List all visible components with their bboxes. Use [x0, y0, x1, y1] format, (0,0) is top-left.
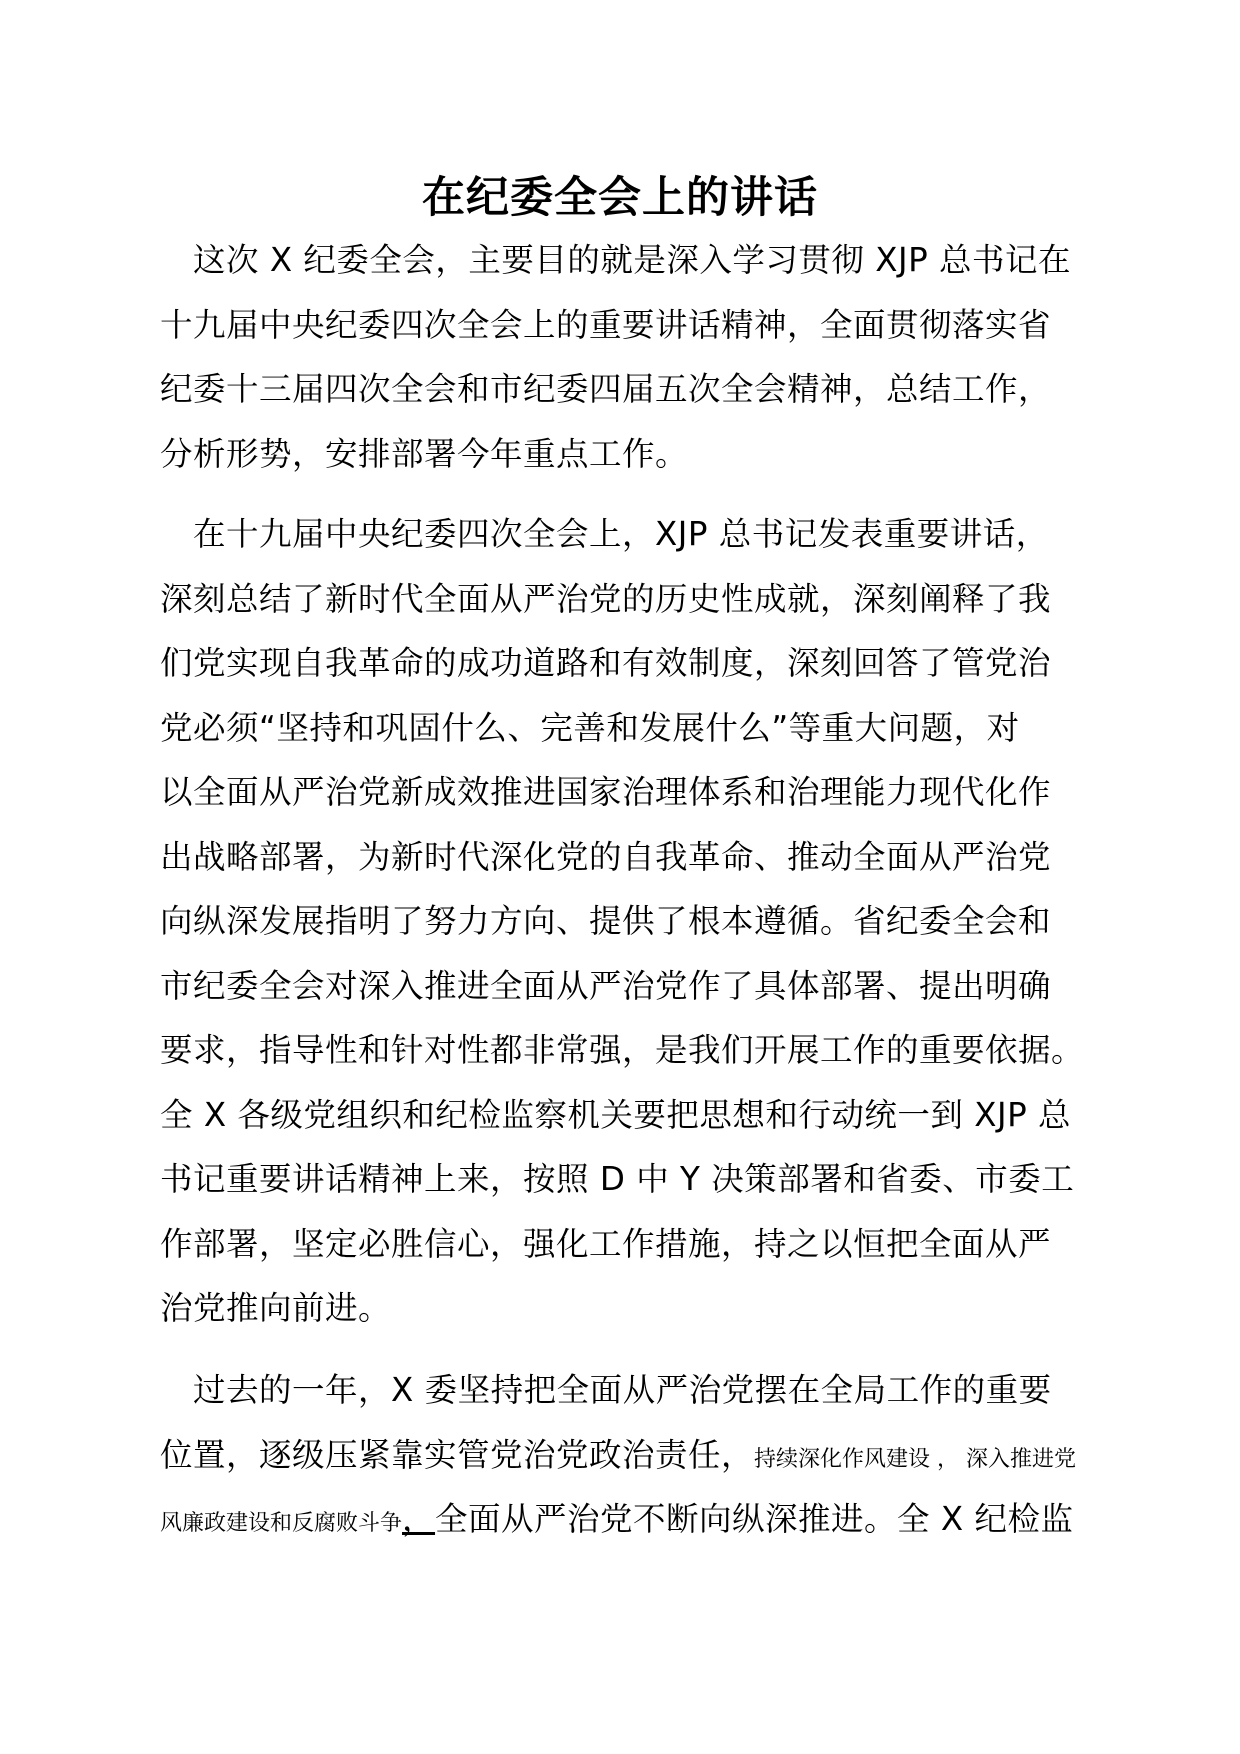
paragraph-past-year: [160, 1358, 1090, 1552]
paragraph-line: 十九届中央纪委四次全会上的重要讲话精神，全面贯彻落实省: [160, 305, 1052, 344]
paragraph-line: 向纵深发展指明了努力方向、提供了根本遵循。省纪委全会和: [160, 902, 1052, 940]
paragraph-line: 党必须“坚持和巩固什么、完善和发展什么”等重大问题，对: [160, 708, 1020, 747]
paragraph-line: 要求，指导性和针对性都非常强，是我们开展工作的重要依据。: [160, 1031, 1085, 1069]
paragraph-line: 市纪委全会对深入推进全面从严治党作了具体部署、提出明确: [160, 966, 1052, 1005]
paragraph-line: 深刻总结了新时代全面从严治党的历史性成就，深刻阐释了我: [160, 579, 1052, 618]
paragraph-line: 这次 X 纪委全会，主要目的就是深入学习贯彻 XJP 总书记在: [160, 241, 1072, 279]
paragraph-intro: [160, 228, 1090, 486]
paragraph-line: 治党推向前进。: [160, 1289, 392, 1327]
line-text-main: 位置，逐级压紧靠实管党治党政治责任，: [160, 1435, 755, 1474]
paragraph-line: 出战略部署，为新时代深化党的自我革命、推动全面从严治党: [160, 837, 1052, 876]
paragraph-line-mixed: [160, 1487, 1090, 1552]
paragraph-line-mixed: [160, 1423, 1090, 1488]
paragraph-line: 们党实现自我革命的成功道路和有效制度，深刻回答了管党治: [160, 644, 1052, 682]
paragraph-line: 分析形势，安排部署今年重点工作。: [160, 434, 689, 473]
paragraph-line: 纪委十三届四次全会和市纪委四届五次全会精神，总结工作，: [160, 370, 1052, 408]
paragraph-line: 作部署，坚定必胜信心，强化工作措施，持之以恒把全面从严: [160, 1224, 1052, 1263]
line-text-small: 持续深化作风建设 ， 深入推进党: [754, 1446, 1077, 1472]
paragraph-line: 过去的一年，X 委坚持把全面从严治党摆在全局工作的重要: [160, 1371, 1052, 1409]
paragraph-line: 全 X 各级党组织和纪检监察机关要把思想和行动统一到 XJP 总: [160, 1095, 1072, 1134]
underlined-comma: ，: [402, 1500, 436, 1538]
document-title: 在纪委全会上的讲话: [422, 173, 818, 223]
paragraph-speech-summary: [160, 502, 1090, 1341]
paragraph-line: 在十九届中央纪委四次全会上，XJP 总书记发表重要讲话，: [160, 515, 1049, 553]
line-text-main: 全面从严治党不断向纵深推进。全 X 纪检监: [435, 1500, 1074, 1538]
paragraph-line: 以全面从严治党新成效推进国家治理体系和治理能力现代化作: [160, 773, 1052, 811]
line-text-small: 风廉政建设和反腐败斗争: [160, 1511, 403, 1536]
paragraph-line: 书记重要讲话精神上来，按照 D 中 Y 决策部署和省委、市委工: [160, 1160, 1075, 1198]
